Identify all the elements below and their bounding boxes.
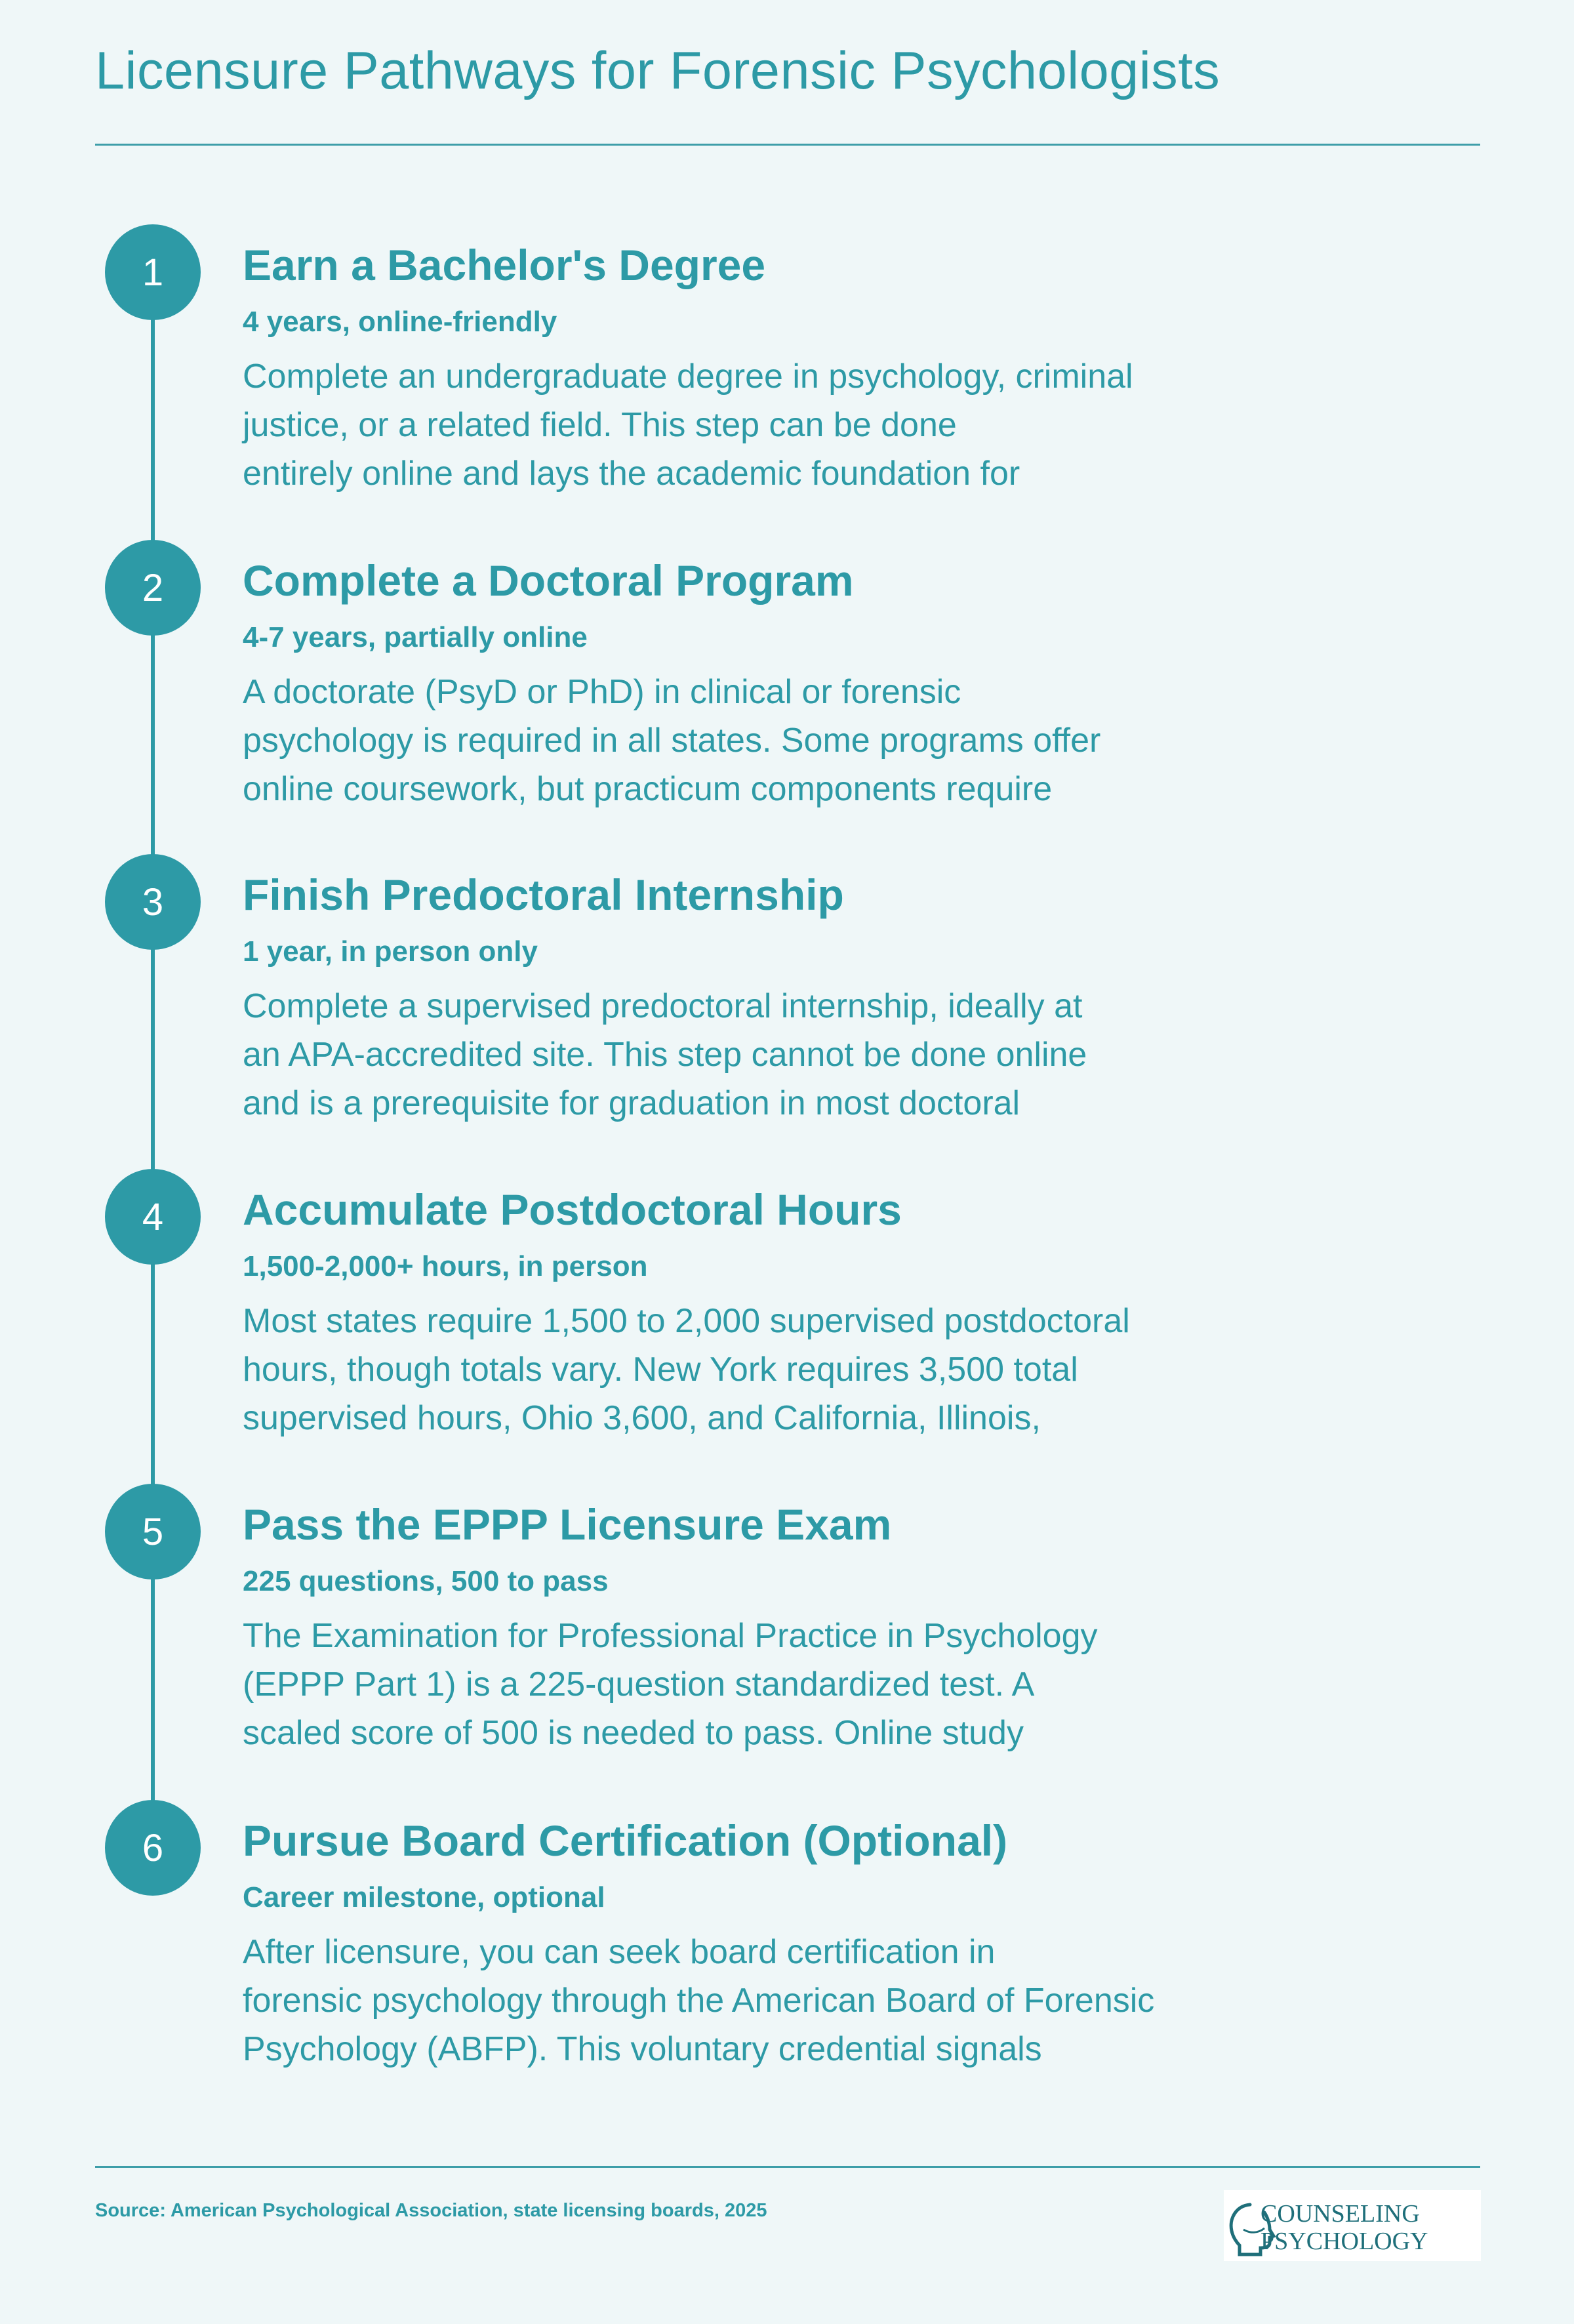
description-line: scaled score of 500 is needed to pass. Online study [243, 1714, 1024, 1752]
timeline-step-5 [0, 1484, 1574, 1799]
step-number-badge: 5 [105, 1484, 201, 1580]
timeline-step-2 [0, 540, 1574, 855]
timeline-step-6 [0, 1800, 1574, 2115]
step-number-badge: 4 [105, 1169, 201, 1265]
description-line: Complete an undergraduate degree in psychology, criminal [243, 357, 1133, 396]
step-subtitle: 4 years, online-friendly [243, 306, 557, 338]
description-line: psychology is required in all states. Some programs offer [243, 722, 1101, 760]
title-divider [95, 144, 1480, 146]
description-line: and is a prerequisite for graduation in most doctoral [243, 1084, 1020, 1122]
step-title: Pursue Board Certification (Optional) [243, 1816, 1008, 1865]
step-description [243, 1612, 1318, 1757]
step-description [243, 668, 1318, 813]
step-description [243, 1297, 1318, 1442]
step-description [243, 352, 1318, 498]
logo-mark-icon [1224, 2190, 1481, 2261]
step-subtitle: 1 year, in person only [243, 935, 538, 968]
description-line: an APA-accredited site. This step cannot be done online [243, 1036, 1087, 1074]
page-title: Licensure Pathways for Forensic Psychologists [95, 41, 1221, 100]
counseling-psychology-logo [1224, 2190, 1481, 2261]
step-number-badge: 2 [105, 540, 201, 636]
description-line: supervised hours, Ohio 3,600, and California, Illinois, [243, 1399, 1041, 1437]
step-title: Finish Predoctoral Internship [243, 870, 844, 919]
description-line: online coursework, but practicum components require [243, 770, 1053, 808]
description-line: justice, or a related field. This step can be done [243, 406, 957, 444]
step-title: Pass the EPPP Licensure Exam [243, 1500, 892, 1549]
description-line: hours, though totals vary. New York requires 3,500 total [243, 1351, 1078, 1389]
description-line: Complete a supervised predoctoral internship, ideally at [243, 987, 1083, 1025]
logo-line2: PSYCHOLOGY [1261, 2228, 1428, 2255]
description-line: Most states require 1,500 to 2,000 supervised postdoctoral [243, 1302, 1130, 1340]
step-description [243, 982, 1318, 1128]
description-line: The Examination for Professional Practice in Psychology [243, 1617, 1098, 1655]
description-line: forensic psychology through the American Board of Forensic [243, 1982, 1155, 2020]
step-subtitle: Career milestone, optional [243, 1881, 605, 1913]
step-subtitle: 225 questions, 500 to pass [243, 1565, 609, 1597]
step-title: Earn a Bachelor's Degree [243, 241, 766, 289]
logo-line1: COUNSELING [1261, 2200, 1420, 2228]
footer-divider [95, 2166, 1480, 2168]
source-note: Source: American Psychological Association, state licensing boards, 2025 [95, 2200, 767, 2221]
step-number-badge: 3 [105, 854, 201, 950]
timeline-step-4 [0, 1169, 1574, 1484]
timeline-step-1 [0, 224, 1574, 539]
description-line: A doctorate (PsyD or PhD) in clinical or forensic [243, 673, 961, 711]
description-line: (EPPP Part 1) is a 225-question standardized test. A [243, 1665, 1035, 1703]
step-title: Accumulate Postdoctoral Hours [243, 1185, 902, 1234]
step-subtitle: 1,500-2,000+ hours, in person [243, 1250, 648, 1282]
step-title: Complete a Doctoral Program [243, 556, 854, 605]
step-subtitle: 4-7 years, partially online [243, 621, 588, 653]
step-number-badge: 1 [105, 224, 201, 320]
timeline-step-3 [0, 854, 1574, 1169]
description-line: After licensure, you can seek board certification in [243, 1933, 996, 1971]
step-number-badge: 6 [105, 1800, 201, 1896]
description-line: Psychology (ABFP). This voluntary credential signals [243, 2030, 1042, 2068]
step-description [243, 1928, 1318, 2073]
description-line: entirely online and lays the academic foundation for [243, 455, 1020, 493]
